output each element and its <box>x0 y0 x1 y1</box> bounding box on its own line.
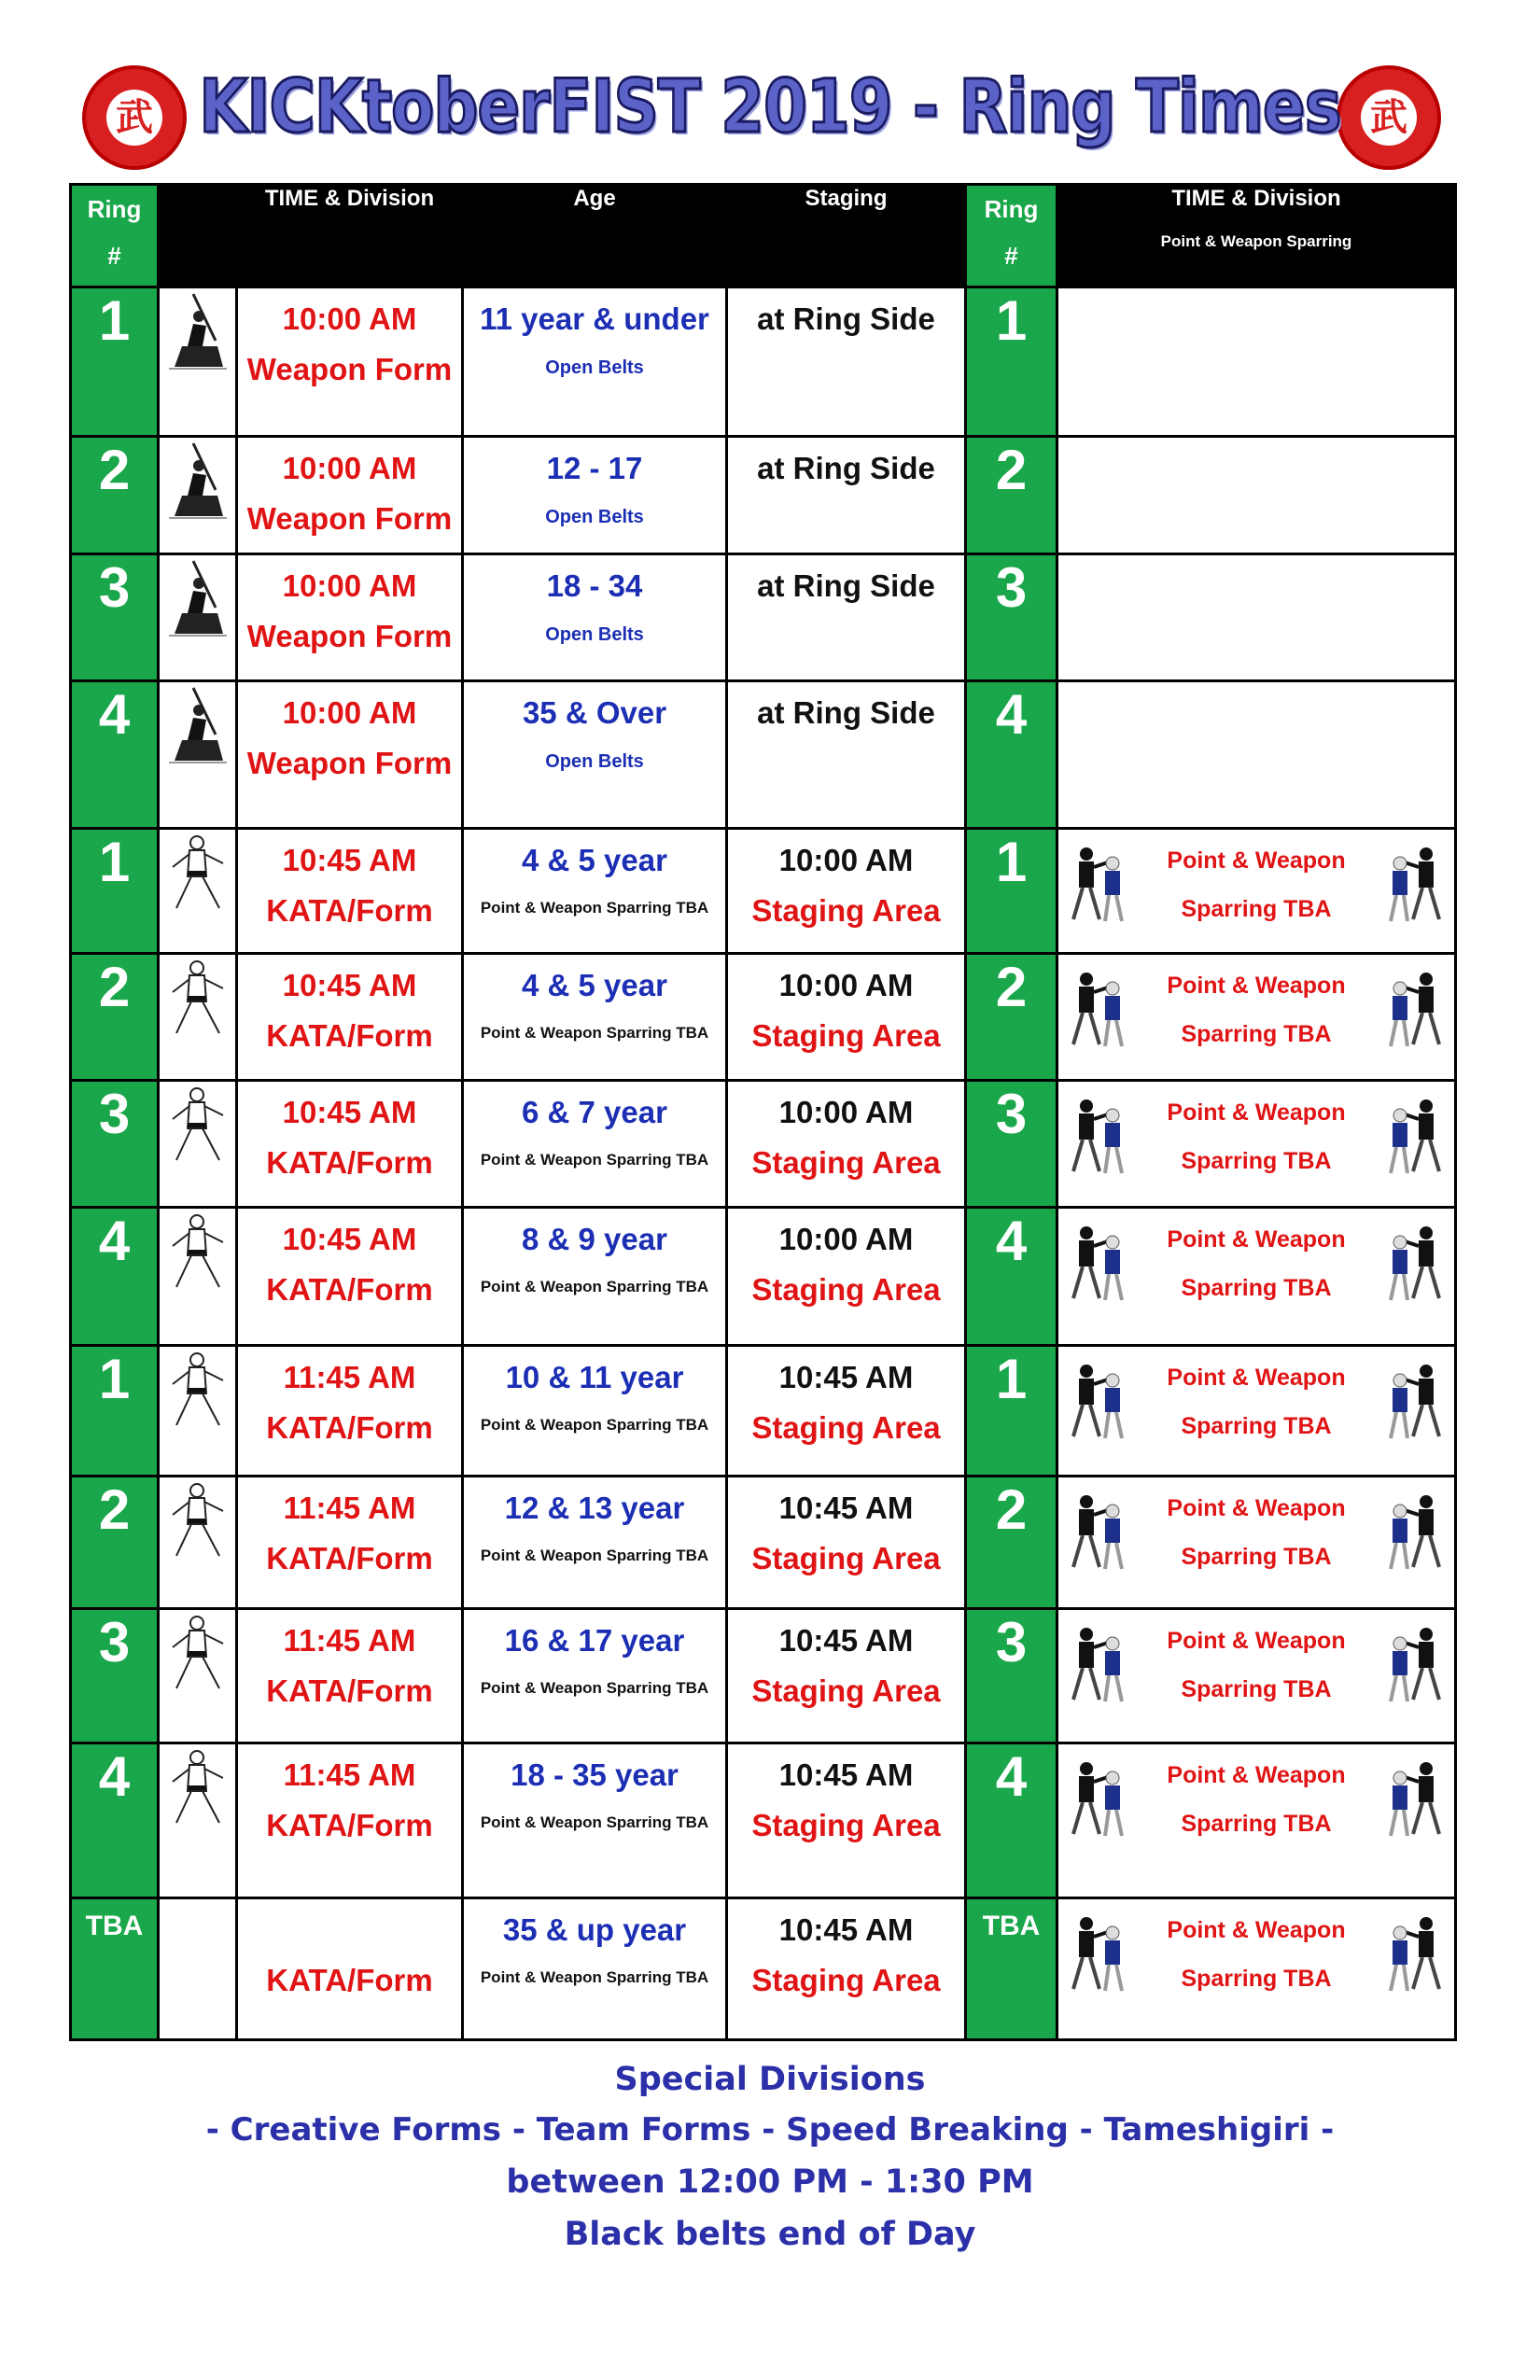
header-right-ring: Ring # <box>966 185 1057 287</box>
sparring-line-2: Sparring TBA <box>1181 1413 1332 1439</box>
table-row <box>71 1898 1456 2040</box>
sparring-cell <box>1057 1477 1456 1609</box>
sparring-pair-right-icon <box>1383 843 1445 923</box>
staging-area: Staging Area <box>751 1272 941 1307</box>
time-division-cell <box>237 1609 463 1743</box>
right-ring-number: 2 <box>966 1477 1057 1609</box>
ring-number: 4 <box>71 1743 159 1898</box>
kata-figure-icon <box>165 1082 231 1166</box>
ring-number: 4 <box>71 681 159 829</box>
division-picture <box>159 1081 237 1208</box>
start-time: 11:45 AM <box>283 1757 416 1792</box>
right-ring-number: TBA <box>966 1898 1057 2040</box>
division-picture <box>159 1346 237 1477</box>
start-time: 10:00 AM <box>282 568 417 603</box>
start-time: 11:45 AM <box>283 1623 416 1658</box>
sparring-line-2: Sparring TBA <box>1181 896 1332 922</box>
age-cell <box>463 1208 727 1346</box>
staging-time: 10:00 AM <box>778 968 914 1002</box>
weapon-form-figure-icon <box>165 555 231 639</box>
staging-time: at Ring Side <box>757 301 935 336</box>
kata-figure-icon <box>165 1744 231 1828</box>
table-row <box>71 1081 1456 1208</box>
staging-time: 10:00 AM <box>778 1222 914 1256</box>
sparring-line-2: Sparring TBA <box>1181 1544 1332 1570</box>
time-division-cell <box>237 681 463 829</box>
table-header-row <box>71 185 1456 287</box>
staging-time: 10:00 AM <box>778 843 914 877</box>
age-group: 8 & 9 year <box>522 1222 667 1256</box>
right-ring-number: 3 <box>966 1609 1057 1743</box>
time-division-cell <box>237 554 463 681</box>
weapon-form-figure-icon <box>165 288 231 372</box>
age-group: 11 year & under <box>480 301 709 336</box>
sparring-pair-left-icon <box>1068 1912 1129 1993</box>
age-cell <box>463 829 727 954</box>
time-division-cell <box>237 1477 463 1609</box>
logo-glyph: 武 <box>1370 95 1407 139</box>
sparring-line-2: Sparring TBA <box>1181 1966 1332 1992</box>
sparring-pair-right-icon <box>1383 1360 1445 1440</box>
start-time: 10:45 AM <box>282 843 417 877</box>
division-name: Weapon Form <box>246 619 453 653</box>
sparring-cell <box>1057 1609 1456 1743</box>
weapon-form-figure-icon <box>165 438 231 522</box>
sparring-cell <box>1057 1898 1456 2040</box>
sparring-pair-left-icon <box>1068 968 1129 1048</box>
age-group: 6 & 7 year <box>522 1095 667 1129</box>
division-picture <box>159 1743 237 1898</box>
ring-number: 1 <box>71 829 159 954</box>
start-time: 10:00 AM <box>282 301 417 336</box>
sparring-line-1: Point & Weapon <box>1167 1628 1346 1654</box>
right-ring-number: 1 <box>966 287 1057 437</box>
staging-area: Staging Area <box>751 1963 941 1997</box>
table-row <box>71 1477 1456 1609</box>
division-picture <box>159 954 237 1081</box>
staging-cell <box>727 1208 966 1346</box>
division-picture <box>159 1898 237 2040</box>
right-ring-number: 1 <box>966 1346 1057 1477</box>
age-note: Point & Weapon Sparring TBA <box>480 1813 709 1831</box>
right-ring-number: 4 <box>966 681 1057 829</box>
footer-special-divisions: Special Divisions <box>614 2061 926 2098</box>
division-name: KATA/Form <box>266 1272 433 1307</box>
age-note: Point & Weapon Sparring TBA <box>480 1278 709 1295</box>
table-row <box>71 554 1456 681</box>
age-cell <box>463 1743 727 1898</box>
ring-number: 3 <box>71 554 159 681</box>
ring-number: 1 <box>71 1346 159 1477</box>
kata-figure-icon <box>165 1347 231 1431</box>
age-note: Point & Weapon Sparring TBA <box>480 1968 709 1986</box>
header-age: Age <box>463 185 727 287</box>
age-note: Point & Weapon Sparring TBA <box>480 899 709 917</box>
table-row <box>71 681 1456 829</box>
staging-area: Staging Area <box>751 1410 941 1445</box>
ring-number: 2 <box>71 954 159 1081</box>
sparring-pair-right-icon <box>1383 1222 1445 1302</box>
ring-number: TBA <box>71 1898 159 2040</box>
division-picture <box>159 554 237 681</box>
age-group: 12 & 13 year <box>504 1491 685 1525</box>
right-ring-number: 3 <box>966 1081 1057 1208</box>
division-name: KATA/Form <box>266 1541 433 1575</box>
division-picture <box>159 437 237 554</box>
staging-cell <box>727 1081 966 1208</box>
age-group: 35 & Over <box>522 695 667 730</box>
age-note: Point & Weapon Sparring TBA <box>480 1024 709 1042</box>
weapon-form-figure-icon <box>165 682 231 766</box>
division-name: KATA/Form <box>266 1673 433 1708</box>
staging-time: at Ring Side <box>757 451 935 485</box>
staging-cell <box>727 681 966 829</box>
sparring-line-1: Point & Weapon <box>1167 847 1346 874</box>
staging-cell <box>727 1477 966 1609</box>
time-division-cell <box>237 437 463 554</box>
staging-time: 10:45 AM <box>778 1757 914 1792</box>
division-name: KATA/Form <box>266 1963 433 1997</box>
age-note: Point & Weapon Sparring TBA <box>480 1151 709 1169</box>
staging-time: 10:45 AM <box>778 1360 914 1394</box>
sparring-line-1: Point & Weapon <box>1167 1099 1346 1126</box>
staging-cell <box>727 954 966 1081</box>
sparring-cell <box>1057 1081 1456 1208</box>
start-time: 11:45 AM <box>283 1491 416 1525</box>
age-cell <box>463 1609 727 1743</box>
sparring-cell <box>1057 554 1456 681</box>
sparring-pair-left-icon <box>1068 1222 1129 1302</box>
staging-time: at Ring Side <box>757 695 935 730</box>
table-row <box>71 1609 1456 1743</box>
right-ring-number: 4 <box>966 1208 1057 1346</box>
time-division-cell <box>237 1743 463 1898</box>
right-ring-number: 3 <box>966 554 1057 681</box>
division-picture <box>159 829 237 954</box>
staging-time: at Ring Side <box>757 568 935 603</box>
division-name: KATA/Form <box>266 1410 433 1445</box>
right-ring-number: 4 <box>966 1743 1057 1898</box>
age-group: 4 & 5 year <box>522 968 667 1002</box>
staging-time: 10:45 AM <box>778 1623 914 1658</box>
header-right-time-division: TIME & Division Point & Weapon Sparring <box>1057 185 1456 287</box>
staging-cell <box>727 554 966 681</box>
sparring-pair-right-icon <box>1383 1491 1445 1571</box>
division-picture <box>159 681 237 829</box>
staging-cell <box>727 287 966 437</box>
division-picture <box>159 287 237 437</box>
logo-glyph: 武 <box>116 95 153 139</box>
division-name: KATA/Form <box>266 893 433 928</box>
ring-number: 2 <box>71 1477 159 1609</box>
sparring-pair-left-icon <box>1068 1757 1129 1838</box>
kata-figure-icon <box>165 955 231 1039</box>
staging-cell <box>727 1609 966 1743</box>
division-name: KATA/Form <box>266 1808 433 1842</box>
sparring-line-2: Sparring TBA <box>1181 1148 1332 1174</box>
division-name: Weapon Form <box>246 746 453 780</box>
table-row <box>71 1208 1456 1346</box>
age-note: Point & Weapon Sparring TBA <box>480 1547 709 1564</box>
division-name: KATA/Form <box>266 1018 433 1053</box>
age-group: 16 & 17 year <box>504 1623 685 1658</box>
sparring-line-1: Point & Weapon <box>1167 1365 1346 1391</box>
sparring-cell <box>1057 1346 1456 1477</box>
age-note: Open Belts <box>545 751 644 772</box>
time-division-cell <box>237 829 463 954</box>
sparring-cell <box>1057 1208 1456 1346</box>
sparring-line-1: Point & Weapon <box>1167 1226 1346 1253</box>
ring-number: 3 <box>71 1609 159 1743</box>
ring-number: 1 <box>71 287 159 437</box>
age-note: Point & Weapon Sparring TBA <box>480 1679 709 1697</box>
sparring-cell <box>1057 437 1456 554</box>
ring-times-table <box>69 183 1457 2041</box>
sparring-line-1: Point & Weapon <box>1167 1762 1346 1788</box>
start-time: 10:45 AM <box>282 1222 417 1256</box>
sparring-line-2: Sparring TBA <box>1181 1811 1332 1837</box>
footer-black-belts: Black belts end of Day <box>564 2216 976 2253</box>
table-row <box>71 1346 1456 1477</box>
age-group: 18 - 34 <box>546 568 643 603</box>
sparring-pair-right-icon <box>1383 1095 1445 1175</box>
sparring-cell <box>1057 954 1456 1081</box>
division-picture <box>159 1208 237 1346</box>
time-division-cell <box>237 1346 463 1477</box>
start-time: 11:45 AM <box>283 1360 416 1394</box>
age-cell <box>463 437 727 554</box>
division-name: Weapon Form <box>246 352 453 386</box>
table-row <box>71 829 1456 954</box>
age-cell <box>463 954 727 1081</box>
staging-cell <box>727 829 966 954</box>
sparring-line-2: Sparring TBA <box>1181 1021 1332 1047</box>
sparring-line-2: Sparring TBA <box>1181 1676 1332 1702</box>
kata-figure-icon <box>165 830 231 914</box>
age-note: Open Belts <box>545 624 644 645</box>
age-group: 4 & 5 year <box>522 843 667 877</box>
staging-cell <box>727 1898 966 2040</box>
sparring-pair-left-icon <box>1068 1095 1129 1175</box>
start-time: 10:45 AM <box>282 968 417 1002</box>
age-note: Point & Weapon Sparring TBA <box>480 1416 709 1434</box>
table-row <box>71 1743 1456 1898</box>
sparring-pair-right-icon <box>1383 1623 1445 1703</box>
start-time <box>238 1912 461 1948</box>
header-time-division: TIME & Division <box>237 185 463 287</box>
age-cell <box>463 1346 727 1477</box>
right-ring-number: 2 <box>966 954 1057 1081</box>
age-group: 18 - 35 year <box>511 1757 679 1792</box>
age-group: 12 - 17 <box>546 451 643 485</box>
division-picture <box>159 1609 237 1743</box>
staging-cell <box>727 1743 966 1898</box>
age-cell <box>463 1898 727 2040</box>
header-ring: Ring # <box>71 185 159 287</box>
staging-area: Staging Area <box>751 893 941 928</box>
age-cell <box>463 1081 727 1208</box>
kata-figure-icon <box>165 1610 231 1694</box>
sparring-cell <box>1057 829 1456 954</box>
staging-time: 10:45 AM <box>778 1491 914 1525</box>
sparring-pair-right-icon <box>1383 968 1445 1048</box>
staging-time: 10:45 AM <box>778 1912 914 1947</box>
age-cell <box>463 1477 727 1609</box>
division-picture <box>159 1477 237 1609</box>
sparring-line-1: Point & Weapon <box>1167 1917 1346 1943</box>
ring-number: 4 <box>71 1208 159 1346</box>
header-picture <box>159 185 237 287</box>
header-staging: Staging <box>727 185 966 287</box>
page-title: KICKtoberFIST 2019 - Ring Times <box>199 65 1341 149</box>
age-group: 35 & up year <box>502 1912 687 1947</box>
ring-number: 3 <box>71 1081 159 1208</box>
age-cell <box>463 287 727 437</box>
table-row <box>71 954 1456 1081</box>
footer-division-list: - Creative Forms - Team Forms - Speed Breaking - Tameshigiri - <box>205 2111 1335 2149</box>
sparring-pair-left-icon <box>1068 843 1129 923</box>
time-division-cell <box>237 954 463 1081</box>
sparring-line-1: Point & Weapon <box>1167 973 1346 999</box>
start-time: 10:45 AM <box>282 1095 417 1129</box>
age-note: Open Belts <box>545 357 644 378</box>
sparring-pair-left-icon <box>1068 1623 1129 1703</box>
age-note: Open Belts <box>545 507 644 527</box>
time-division-cell <box>237 287 463 437</box>
staging-cell <box>727 1346 966 1477</box>
start-time: 10:00 AM <box>282 695 417 730</box>
sparring-pair-left-icon <box>1068 1491 1129 1571</box>
ring-number: 2 <box>71 437 159 554</box>
staging-area: Staging Area <box>751 1018 941 1053</box>
time-division-cell <box>237 1208 463 1346</box>
staging-area: Staging Area <box>751 1541 941 1575</box>
table-row <box>71 287 1456 437</box>
footer-time-window: between 12:00 PM - 1:30 PM <box>506 2163 1034 2201</box>
sparring-cell <box>1057 681 1456 829</box>
age-cell <box>463 554 727 681</box>
staging-area: Staging Area <box>751 1673 941 1708</box>
staging-area: Staging Area <box>751 1808 941 1842</box>
age-group: 10 & 11 year <box>505 1360 684 1394</box>
division-name: KATA/Form <box>266 1145 433 1180</box>
sparring-line-1: Point & Weapon <box>1167 1495 1346 1521</box>
sparring-pair-right-icon <box>1383 1912 1445 1993</box>
time-division-cell <box>237 1898 463 2040</box>
sparring-cell <box>1057 287 1456 437</box>
kata-figure-icon <box>165 1209 231 1293</box>
staging-cell <box>727 437 966 554</box>
sparring-cell <box>1057 1743 1456 1898</box>
kata-figure-icon <box>165 1477 231 1561</box>
sparring-pair-left-icon <box>1068 1360 1129 1440</box>
staging-area: Staging Area <box>751 1145 941 1180</box>
table-row <box>71 437 1456 554</box>
age-cell <box>463 681 727 829</box>
staging-time: 10:00 AM <box>778 1095 914 1129</box>
sparring-pair-right-icon <box>1383 1757 1445 1838</box>
division-name: Weapon Form <box>246 501 453 536</box>
time-division-cell <box>237 1081 463 1208</box>
start-time: 10:00 AM <box>282 451 417 485</box>
sparring-line-2: Sparring TBA <box>1181 1275 1332 1301</box>
right-ring-number: 1 <box>966 829 1057 954</box>
right-ring-number: 2 <box>966 437 1057 554</box>
